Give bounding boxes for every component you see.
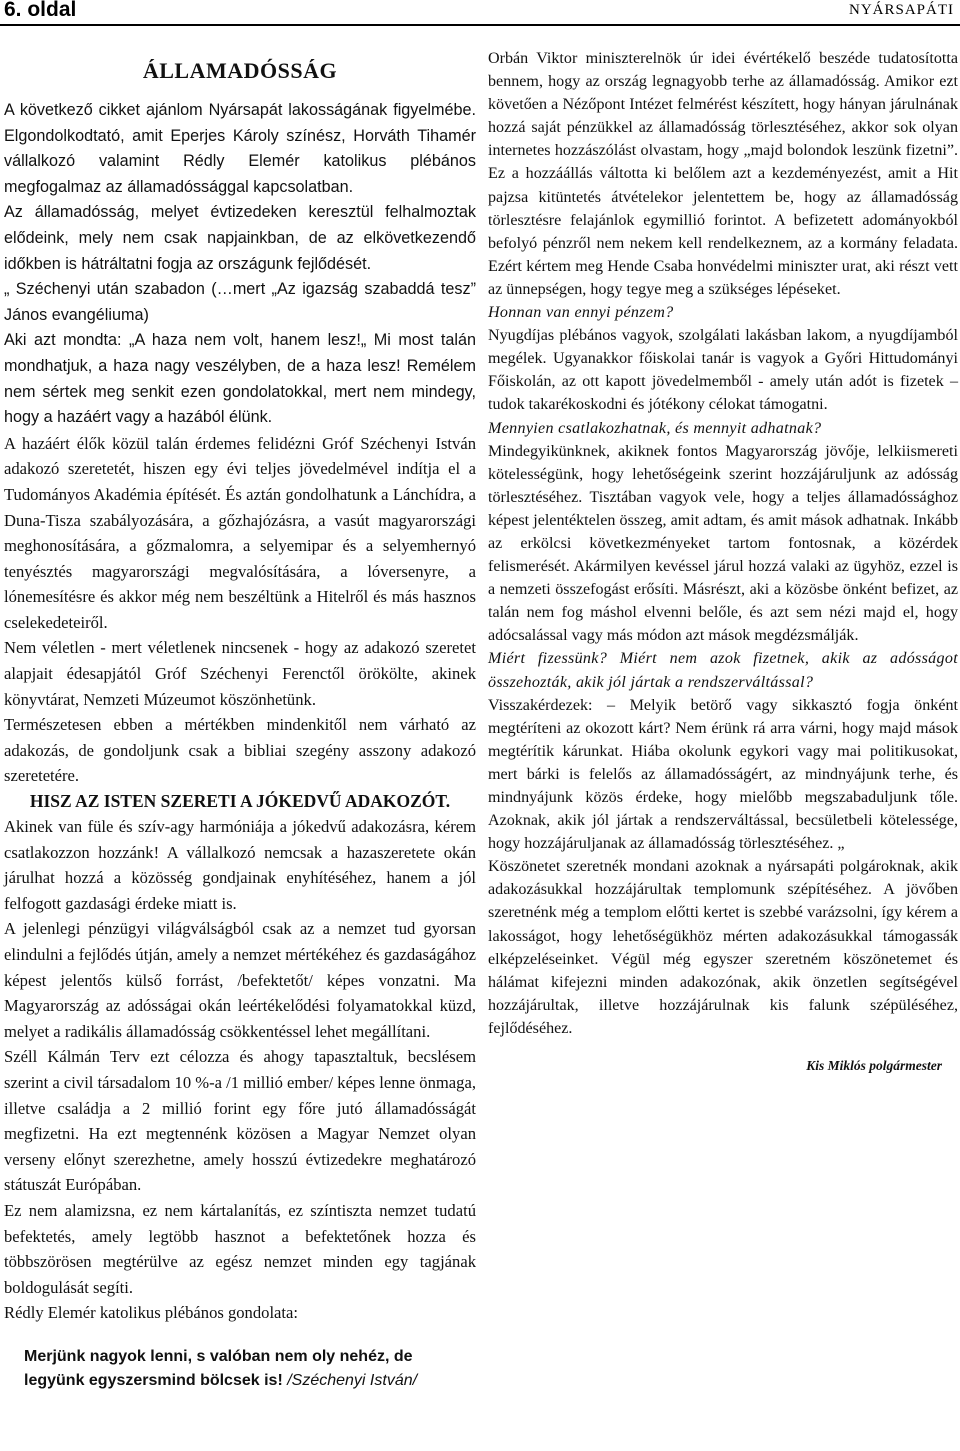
paragraph: Ez nem alamizsna, ez nem kártalanítás, ez színtiszta nemzet tudatú befektetés, amely legtöbb hasznot a befektetőnek hozza és többszörösen megtérülve az egész nemzet minden egy tagjának boldogulását segíti.	[4, 1200, 476, 1297]
paragraph: Akinek van füle és szív-agy harmóniája a jókedvű adakozásra, kérem csatlakozzon hozzánk! A vállalkozó nemcsak a hazaszeretete okán járulhat hozzá a közösség gondjainak enyhítéséhez, hanem a jól felfogott gazdasági érdeke miatt is.	[4, 817, 476, 913]
paragraph: Nem véletlen - mert véletlenek nincsenek - hogy az adakozó szeretet alapjait édesapjától Gróf Széchenyi Ferenctől örökölte, akinek könyvtárat, Nemzeti Múzeumot köszönhetünk.	[4, 638, 476, 709]
paragraph: Rédly Elemér katolikus plébános gondolata:	[4, 1303, 299, 1323]
author-signature: Kis Miklós polgármester	[806, 1058, 942, 1074]
paragraph: Az államadósság, melyet évtizedeken keresztül felhalmoztak elődeink, mely nem csak napjainkban, de az elkövetkezendő időkben is hátráltatni fogja az országunk fejlődését.	[4, 203, 476, 273]
interview-answer: Nyugdíjas plébános vagyok, szolgálati lakásban lakom, a nyugdíjamból megélek. Ugyanakkor főiskolai tanár is vagyok a Győri Hittudományi Főiskolán, az ott kapott jövedelmemből - amely után adót is fizetek – tudok takarékoskodni és jótékony célokat támogatni.	[488, 327, 958, 414]
interview-answer: Visszakérdezek: – Melyik betörő vagy sikkasztó fogja önként megtéríteni az okozott kárt? Nem érünk rá arra várni, hogy majd mások megtérítik kárunkat. Hiába okolunk egykori vagy mai politikusokat, mert bárki is felelős az államadósságért, az mindnyájunk terhe, és mindnyájunk közös érdeke, hogy mielőbb megszabaduljunk tőle. Azoknak, akik jól jártak a rendszerváltással, becsületbeli kötelessége, hogy hozzájáruljanak az államadósság törlesztéséhez. „	[488, 696, 958, 853]
paragraph: A hazáért élők közül talán érdemes felidézni Gróf Széchenyi István adakozó szeretetét, hiszen egy évi teljes jövedelmével indítja el a Tudományos Akadémia építését. És aztán gondolhatunk a Lánchídra, a Duna-Tisza szabályozására, a gőzhajózásra, a vasút magyarországi meghonosítására, a gőzmalomra, a selyemipar és a selyemhernyó tenyésztés magyarországi megvalósítására, a lóversenyre, a lónemesítésre és akkor még nem beszéltünk a Hitelről és más hasznos cselekedeteiről.	[4, 433, 476, 632]
header-rule	[0, 24, 960, 26]
quote-author: /Széchenyi István/	[287, 1372, 418, 1389]
section-heading: HISZ AZ ISTEN SZERETI A JÓKEDVŰ ADAKOZÓT.	[29, 791, 451, 812]
paragraph: Széll Kálmán Terv ezt célozza és ahogy tapasztaltuk, becslésem szerint a civil társadalom 10 %-a /1 millió ember/ képes lenne önmaga, illetve családja a 2 millió forint egy főre jutó államadósságát megfizetni. Ha ezt megtennénk közösen a Magyar Nemzet olyan verseny előnyt szerezhetne, amely hosszú évtizedekre meghatározó státuszát Európában.	[4, 1047, 476, 1195]
interview-answer: Mindegyikünknek, akiknek fontos Magyarország jövője, lelkiismereti kötelességünk, hogy lehetőségeink szerint hozzájáruljunk az adósság törlesztéséhez. Tisztában vagyok vele, hogy a teljes államadóssághoz képest jelentéktelen összeg, amit adtam, és amit mások adhatnak. Inkább az erkölcsi következményeket tartom fontosnak, a közérdek felismerését. Akármilyen kevéssel járul hozzá valaki az ügyhöz, ezzel is a nemzeti összefogást erősíti. Másrészt, aki a közösbe önként befizet, az talán nem fog máshol elvenni belőle, és azt sem nézi majd el, hogy adócsalással vagy más módon azt mások megdézsmálják.	[488, 442, 958, 645]
quote-text: Merjünk nagyok lenni, s valóban nem oly nehéz, de legyünk egyszersmind bölcsek is!	[24, 1348, 413, 1389]
interview-question: Honnan van ennyi pénzem?	[488, 304, 674, 322]
page-number: 6. oldal	[4, 0, 77, 21]
publication-name: NYÁRSAPÁTI	[848, 2, 954, 18]
paragraph-quote-intro: „ Széchenyi után szabadon (…mert „Az igazság szabaddá tesz” János evangéliuma)	[4, 280, 476, 324]
left-column	[4, 36, 476, 1326]
paragraph: A jelenlegi pénzügyi világválságból csak az a nemzet tud gyorsan elindulni a fejlődés útján, amely a nemzet mértékéhez és gazdaságához képest jelentős külső forrást, /befektetőt/ képes vonzatni. Ma Magyarország az adósságai okán leértékelődési folyamatokkal küzd, melyet a radikális államadósság csökkentéssel lehet megállítani.	[4, 919, 476, 1041]
article-title: ÁLLAMADÓSSÁG	[142, 58, 338, 83]
paragraph: Természetesen ebben a mértékben mindenkitől nem várható az adakozás, de gondoljunk csak a bibliai szegény asszony adakozó szeretetére.	[4, 715, 476, 786]
closing-quote	[24, 1345, 454, 1393]
page-header	[0, 0, 960, 24]
right-column	[488, 47, 958, 1077]
interview-question: Miért fizessünk? Miért nem azok fizetnek, akik az adósságot összehozták, akik jól jártak a rendszerváltással?	[488, 650, 958, 691]
closing-paragraph: Köszönetet szeretnék mondani azoknak a nyársapáti polgároknak, akik adakozásukkal hozzájárultak templomunk szépítéséhez. A jövőben szeretnénk még a templom előtti kertet is szebbé varázsolni, így kérem a lakosságot, hogy lehetőségükhöz mérten adakozásukkal támogassák elképzeléseinket. Végül még egyszer szeretném köszönetemet és hálámat kifejezni minden adakozónak, akik önzetlen segítségével hozzájárultak, illetve hozzájárulnak kis falunk szépüléséhez, fejlődéséhez.	[488, 858, 958, 1037]
lead-paragraph: A következő cikket ajánlom Nyársapát lakosságának figyelmébe. Elgondolkodtató, amit Eperjes Károly színész, Horváth Tihamér vállalkozó valamint Rédly Elemér katolikus plébános megfogalmaz az államadóssággal kapcsolatban.	[4, 101, 476, 196]
paragraph: Orbán Viktor miniszterelnök úr idei évértékelő beszéde tudatosította bennem, hogy az ország legnagyobb terhe az államadósság. Amikor ezt követően a Nézőpont Intézet felmérést készített, hogy hányan járulnának hozzá saját pénzükkel az államadósság törlesztéséhez, akkor sok olyan internetes hozzászólást olvastam, hogy „majd bolondok leszünk fizetni”. Ez a hozzáállás váltotta ki belőlem azt a kezdeményezést, amit a Hit pajzsa kitüntetés átvételekor jelentettem be, hogy az államadósság törlesztésre felajánlok egymillió forintot. A befizetett adományokból befolyó pénzről nem nekem kell rendelkeznem, az a kormány feladata. Ezért kértem meg Hende Csaba honvédelmi miniszter urat, aki részt vett az ünnepségen, hogy tegye meg a szükséges lépéseket.	[488, 50, 958, 298]
interview-question: Mennyien csatlakozhatnak, és mennyit adhatnak?	[488, 419, 822, 437]
paragraph: Aki azt mondta: „A haza nem volt, hanem lesz!„ Mi most talán mondhatjuk, a haza nagy veszélyben, de a haza lesz! Remélem nem sértek meg senkit ezen gondolatokkal, mert nem mindegy, hogy a hazáért vagy a hazából élünk.	[4, 331, 476, 427]
